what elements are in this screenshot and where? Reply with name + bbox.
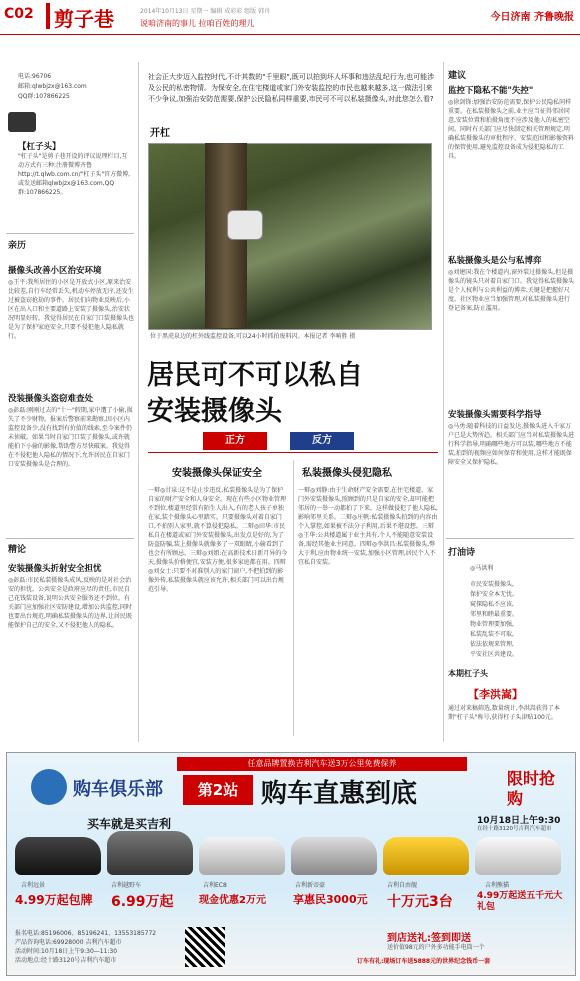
ad-contact bbox=[15, 929, 175, 965]
limited-time: 限时抢购 bbox=[507, 769, 556, 808]
con-title: 私装摄像头侵犯隐私 bbox=[302, 468, 392, 479]
car-advertisement bbox=[6, 752, 576, 976]
poem-line: 私装乱装不可取, bbox=[470, 631, 514, 638]
poem-author: ◎马洪利 bbox=[470, 565, 494, 572]
car-price: 4.99万起包牌 bbox=[15, 893, 93, 907]
con-body: 一辩◎刘静:由于生命财产安全需要,在住宅楼道、家门外安装摄像头,照顾到的只是自家的安全,却可能把邻居的一举一动都拍了下来。这样做侵犯了他人隐私,影响邻里关系。二辩◎庄帆:私装摄像头拍到的内容由个人掌控,如果被不法分子利用,后果不堪设想。三辩◎王华:公共楼道属于业主共有,个人不能随意安装设备,需经其他业主同意。四辩◎李洪昌:私装摄像头,弊大于利,应由物业统一安装,加强小区管理,居民个人不宜私自安装。 bbox=[298, 487, 438, 566]
left-heading-2: 没装摄像头盗窃难查处 bbox=[8, 394, 94, 404]
con-side-label: 反方 bbox=[290, 432, 354, 450]
right-paragraph-1: ◎徐剑锋:加强治安防范需要,保护公民隐私同样重要。在私装摄像头之前,业主应当征得邻居同意,安装位置和拍摄角度不应涉及他人的私密空间。同时有关部门应尽快制定相关管理规定,明确私装摄像头的审批程序、安装范围和影像资料的保管使用,避免监控设备成为侵犯隐私的工具。 bbox=[448, 99, 574, 160]
club-name: 购车俱乐部 bbox=[73, 779, 163, 800]
contact-phone: 电话:96706 bbox=[18, 73, 52, 80]
header-accent bbox=[46, 3, 50, 29]
stop-number: 第2站 bbox=[183, 775, 253, 805]
car-name: 吉利越野车 bbox=[111, 882, 142, 889]
kangzitou-title: 【杠子头】 bbox=[18, 142, 61, 152]
contact-block bbox=[18, 72, 128, 102]
date-line: 2014年10月13日 星期一 编辑 成彩彩 组版 韩舟 bbox=[140, 8, 271, 15]
left-paragraph-2: ◎彭磊:刚刚过去的"十一"假期,家中遭了小偷,损失了不少财物。报案后警察前来勘察,因小区内监控设备少,没有找到有价值的线索,至今案件仍未侦破。如果当时自家门口装了摄像头,或许就能拍下小偷的影像,帮助警方尽快破案。我觉得在不侵犯他人隐私的情况下,允许居民在自家门口安装摄像头是合理的。 bbox=[8, 407, 133, 468]
car-image bbox=[199, 837, 285, 875]
ad-slogan: 购车直惠到底 bbox=[261, 779, 418, 809]
divider bbox=[446, 538, 574, 539]
page-number: C02 bbox=[4, 6, 34, 22]
section-label-jinglun: 精论 bbox=[8, 545, 27, 555]
newspaper-brand: 今日济南 齐鲁晚报 bbox=[490, 12, 574, 23]
ad-address: 活动地点:经十路3120号吉利汽车超市 bbox=[15, 957, 117, 964]
column-rule bbox=[443, 62, 444, 742]
contact-qq: QQ群:107866225 bbox=[18, 93, 70, 100]
divider bbox=[148, 452, 438, 453]
column-rule bbox=[138, 62, 139, 742]
right-heading-1: 监控下隐私不能"失控" bbox=[448, 86, 534, 96]
car-name: 吉利熊猫 bbox=[485, 882, 510, 889]
kangzitou-body: "杠子头"是剪子巷开设的评议说理栏目,互动方式有三种:注册微博齐鲁http://t.qlwb.com.cn/"杠子头"官方微博,或发送邮箱qlwbjzx@163.com,QQ群:107866225。 bbox=[18, 153, 130, 196]
car-price: 6.99万起 bbox=[111, 894, 174, 910]
left-heading-1: 摄像头改善小区治安环境 bbox=[8, 266, 102, 276]
section-label-jianyi: 建议 bbox=[448, 71, 467, 81]
camera-photo bbox=[148, 143, 432, 330]
qr-code-icon bbox=[185, 927, 225, 967]
poem-line: 依法依规来管理, bbox=[470, 641, 514, 648]
car-image bbox=[383, 837, 469, 875]
ad-time: 活动时间:10月18日上午9:30—11:30 bbox=[15, 948, 118, 955]
poem-line: 邻里和睦最重要。 bbox=[470, 611, 519, 618]
poem-line: 平安社区共建设。 bbox=[470, 651, 519, 658]
contact-email: 邮箱:qlwbjzx@163.com bbox=[18, 83, 87, 90]
divider bbox=[6, 538, 134, 539]
honor-text: 通过对来稿筛选,数量统计,李洪嵩获得了本期"杠子头"称号,获得杠子头津贴100元。 bbox=[448, 705, 560, 721]
car-name: 吉利远景 bbox=[21, 882, 46, 889]
car-price: 4.99万起送五千元大礼包 bbox=[477, 891, 563, 912]
honor-label: 本期杠子头 bbox=[448, 669, 488, 678]
section-label-poem: 打油诗 bbox=[448, 548, 476, 558]
car-name: 吉利新帝豪 bbox=[295, 882, 326, 889]
car-name: 吉利EC8 bbox=[203, 882, 227, 889]
divider bbox=[6, 233, 134, 234]
car-image bbox=[291, 837, 377, 875]
left-paragraph-1: ◎王平:我所居住的小区是开放式小区,原来治安比较差,自行车经常丢失,机动车停放无序,还发生过被盗窃抢劫的事件。居民们向物业反映后,小区在出入口和主要道路上安装了摄像头,治安状况明显好转。我觉得居民在自家门口装摄像头也是为了保护家庭安全,只要不侵犯他人隐私就行。 bbox=[8, 279, 134, 340]
column-title: 剪子巷 bbox=[54, 7, 114, 31]
poem-line: 保护安全本无忧。 bbox=[470, 591, 519, 598]
poem-line: 窥探隐私不应该, bbox=[470, 601, 514, 608]
camera-icon bbox=[227, 210, 263, 240]
ad-tagline: 买车就是买吉利 bbox=[87, 817, 172, 831]
pro-body: 一辩◎甘泉:这不是止步违反,私装摄像头是为了保护自家的财产安全和人身安全。现在有些小区物业管理不到位,楼道里经常有陌生人出入,有的老人孩子单独在家,装个摄像头心里踏实。只要摄像头对着自家门口,不拍别人家里,就不算侵犯隐私。二辩◎田华:市民私自在楼道或家门外安装摄像头,出发点是好的,为了防盗防骗,装上摄像头就像多了一双眼睛,小偷看到了也会有所顾忌。三辩◎刘姐:在高新技术日新月异的今天,摄像头价格便宜,安装方便,很多家庭都在用。四辩◎刘女士:只要不对准别人的家门窗户,不把拍到的影像外传,私装摄像头就应该允许,相关部门可以出台规范引导。 bbox=[148, 487, 288, 593]
quote-tag: 开杠 bbox=[150, 128, 170, 139]
ad-top-strip: 任意品牌置换吉利汽车送3万公里免费保养 bbox=[177, 757, 467, 771]
ad-hotline: 报名电话:85196006、85196241、13553185772 bbox=[15, 930, 157, 937]
page-header bbox=[0, 0, 580, 35]
pro-side-label: 正方 bbox=[203, 432, 267, 450]
deal-detail: 订车有礼:现场订车送5888元的世界纪念钱币一套 bbox=[357, 958, 491, 965]
column-rule bbox=[293, 460, 294, 736]
right-paragraph-3: ◎马勇:随着科技的日益发达,摄像头进入千家万户已是大势所趋。相关部门应当对私装摄像头进行科学指导,明确哪些地方可以装,哪些地方不能装,拍到的视频应如何保存和使用,这样才能既保障安全又保护隐私。 bbox=[448, 423, 574, 466]
car-price: 现金优惠2万元 bbox=[199, 895, 266, 906]
event-date: 10月18日上午9:30 bbox=[477, 816, 561, 826]
pro-title: 安装摄像头保证安全 bbox=[172, 468, 262, 479]
car-name: 吉利自由舰 bbox=[387, 882, 418, 889]
car-image bbox=[475, 837, 561, 875]
lead-quote: 社会正大步迈入监控时代,不计其数的"千里眼",既可以拍到坏人坏事和违法乱纪行为,也可能涉及公民的私密物情。为保安全,在住宅楼道或家门外安装监控的市民也越来越多,这一做法引来不少争议,加强治安防范需要,保护公民隐私同样重要,市民可不可以私装摄像头,对此您怎么看? bbox=[148, 73, 435, 103]
poem-line: 市民安装摄像头, bbox=[470, 581, 514, 588]
car-image bbox=[15, 837, 101, 875]
honor-name: 【李洪嵩】 bbox=[468, 688, 523, 701]
car-image bbox=[107, 831, 193, 875]
right-heading-3: 安装摄像头需要科学指导 bbox=[448, 410, 542, 420]
poem bbox=[470, 580, 570, 660]
photo-caption: 位于黑虎泉边的杠外线监控设备,可以24小时抓拍废料闪。本报记者 李响胜 摄 bbox=[150, 333, 356, 340]
column-slogan: 说咱济南的事儿 拉咱百姓的理儿 bbox=[140, 19, 255, 28]
main-headline: 居民可不可以私自安装摄像头 bbox=[147, 360, 363, 427]
section-label-qinli: 亲历 bbox=[8, 241, 27, 251]
poem-line: 物业管理要加强, bbox=[470, 621, 514, 628]
event-place: 在经十路3120号吉利汽车超市 bbox=[477, 826, 552, 832]
left-paragraph-3: ◎彭磊:市民私装摄像头成风,反映的是对社会治安的担忧。公共安全是政府应尽的责任,市民自己花钱装设备,说明公共安全服务还不到位。有关部门应加强社区安防建设,增加公共监控,同时也要出台规范,明确私装摄像头的边界,让居民既能保护自己的安全,又不侵犯他人的隐私。 bbox=[8, 577, 132, 629]
right-paragraph-2: ◎刘建国:我在个楼道内,窗外装过摄像头,但是摄像头的镜头只对着自家门口。我觉得私装摄像头是个人权利与公共利益的博弈,关键是把握好尺度。社区物业应当加强管理,对私装摄像头进行登记备案,防止滥用。 bbox=[448, 269, 574, 312]
left-heading-3: 安装摄像头折射安全担忧 bbox=[8, 564, 102, 574]
gift-title: 到店送礼:签到即送 bbox=[387, 933, 471, 944]
car-price: 享惠民3000元 bbox=[293, 893, 368, 906]
gift-detail: 送价值98元的户外多功能手电筒一个 bbox=[387, 944, 485, 951]
club-logo-icon bbox=[31, 769, 67, 805]
ad-info: 产品咨询电话:69928000 吉利汽车超市 bbox=[15, 939, 122, 946]
right-heading-2: 私装摄像头是公与私博弈 bbox=[448, 256, 542, 266]
car-price: 十万元3台 bbox=[387, 894, 453, 910]
fist-icon bbox=[8, 112, 36, 132]
